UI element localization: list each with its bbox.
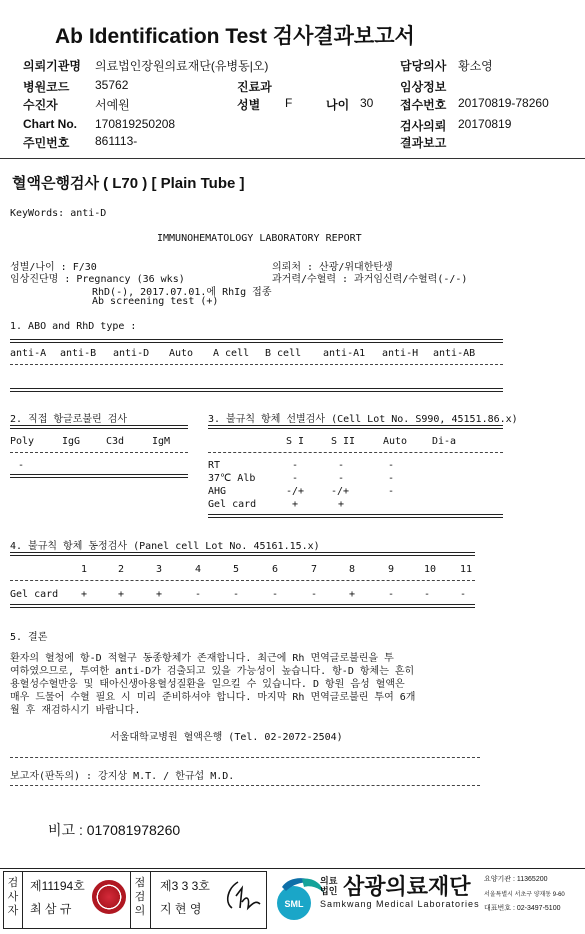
conclusion-line: 매우 드물어 수혈 필요 시 미리 준비하셔야 합니다. 마지막 Rh 면역글로불린 투여 6개: [10, 692, 416, 703]
conclusion-line: 여하였으므로, 투여한 anti-D가 검출되고 있을 가능성이 높습니다. 항-D 항체는 흔히: [10, 666, 415, 677]
panel-rule-top: [10, 552, 475, 556]
panel-cell-value: -: [272, 589, 279, 600]
info-sexage: 성별/나이 : F/30: [10, 262, 97, 273]
reviewer-no: 제3 3 3호: [160, 879, 210, 893]
abo-header: anti-AB: [433, 348, 476, 359]
org-label: 의뢰기관명: [23, 59, 81, 73]
info-requester: 의뢰처 : 산광/위대한탄생: [272, 262, 393, 273]
footer-divider: [22, 871, 23, 929]
patient-value: 서예원: [95, 98, 130, 112]
screen-cell: -/+: [286, 486, 305, 497]
panel-cell-value: -: [388, 589, 395, 600]
screen-row-label: 37℃ Alb: [208, 473, 256, 484]
abo-header: B cell: [265, 348, 302, 359]
phone: 대표번호 : 02-3497-5100: [484, 905, 561, 912]
hospcode-value: 35762: [95, 78, 129, 92]
abo-header: anti-A1: [323, 348, 366, 359]
dat-rule-bottom: [10, 474, 188, 478]
report-title: Ab Identification Test 검사결과보고서: [55, 25, 415, 48]
screen-cell: +: [338, 499, 345, 510]
org-value: 의료법인장원의료재단(유병동|오): [95, 59, 269, 73]
panel-cell-value: +: [349, 589, 356, 600]
conclusion-line: 월 후 재검하시기 바랍니다.: [10, 705, 141, 716]
examiner-seal-icon: [92, 880, 126, 914]
screen-row-label: Gel card: [208, 499, 257, 510]
screen-title: 3. 불규칙 항체 선별검사 (Cell Lot No. S990, 45151.86.x): [208, 414, 518, 425]
reviewer-name: 지 현 영: [160, 902, 202, 916]
footer-divider: [130, 871, 131, 929]
org-small2: 법인: [320, 886, 338, 896]
dept-label: 진료과: [237, 80, 272, 94]
conclusion-title: 5. 결론: [10, 632, 48, 643]
panel-cell-number: 2: [118, 564, 125, 575]
panel-cell-value: -: [233, 589, 240, 600]
abo-header: anti-A: [10, 348, 47, 359]
patient-label: 수진자: [23, 98, 58, 112]
panel-cell-value: -: [195, 589, 202, 600]
panel-cell-value: -: [460, 589, 467, 600]
info-rhd: RhD(-), 2017.07.01.에 RhIg 접종: [92, 287, 272, 298]
screen-rule-top: [208, 425, 503, 429]
sex-value: F: [285, 96, 293, 110]
panel-cell-number: 1: [81, 564, 88, 575]
dat-title: 2. 직접 항글로불린 검사: [10, 414, 128, 425]
age-value: 30: [360, 96, 374, 110]
panel-cell-value: -: [311, 589, 318, 600]
rrn-value: 861113-: [95, 134, 138, 148]
panel-cell-number: 3: [156, 564, 163, 575]
reviewer-signature-icon: [222, 878, 262, 914]
conclusion-line: 환자의 혈청에 항-D 적혈구 동종항체가 존재합니다. 최근에 Rh 면역글로불린을 투: [10, 653, 394, 664]
report-label: 결과보고: [400, 136, 447, 150]
dat-header: C3d: [106, 436, 125, 447]
panel-cell-value: -: [424, 589, 431, 600]
footer-divider: [150, 871, 151, 929]
screen-header: Auto: [383, 436, 408, 447]
reporter-rule-top: [10, 757, 480, 758]
info-history: 과거력/수혈력 : 과거임신력/수혈력(-/-): [272, 274, 468, 285]
reviewer-label: 점검의: [134, 877, 146, 917]
panel-title: 4. 불규칙 항체 동정검사 (Panel cell Lot No. 45161.15.x): [10, 541, 320, 552]
abo-rule-bottom: [10, 388, 503, 392]
panel-cell-number: 4: [195, 564, 202, 575]
doctor-label: 담당의사: [400, 59, 447, 73]
receipt-label: 접수번호: [400, 98, 447, 112]
dat-header: IgM: [152, 436, 171, 447]
dat-value: -: [18, 460, 25, 471]
abo-header: anti-B: [60, 348, 97, 359]
org-name: 삼광의료재단: [343, 874, 471, 899]
abo-rule-top: [10, 339, 503, 343]
panel-cell-value: +: [81, 589, 88, 600]
screen-rule-mid: [208, 452, 503, 453]
screen-header: Di-a: [432, 436, 457, 447]
screen-cell: +: [292, 499, 299, 510]
screen-row-label: AHG: [208, 486, 227, 497]
reporter-rule-bottom: [10, 785, 480, 786]
age-label: 나이: [326, 98, 350, 112]
dat-header: IgG: [62, 436, 81, 447]
panel-cell-number: 10: [424, 564, 437, 575]
hospcode-label: 병원코드: [23, 80, 70, 94]
reqdate-label: 검사의뢰: [400, 119, 447, 133]
screen-header: S I: [286, 436, 305, 447]
abo-header: A cell: [213, 348, 250, 359]
panel-cell-number: 11: [460, 564, 473, 575]
panel-row-label: Gel card: [10, 589, 59, 600]
lab-signature: 서울대학교병원 혈액은행 (Tel. 02-2072-2504): [110, 732, 343, 743]
chart-label: Chart No.: [23, 117, 77, 131]
panel-cell-value: +: [156, 589, 163, 600]
panel-cell-number: 6: [272, 564, 279, 575]
screen-cell: -: [338, 460, 345, 471]
address: 서울특별시 서초구 양재동 9-60: [484, 892, 565, 898]
abo-rule-mid: [10, 364, 503, 365]
section-title: 혈액은행검사 ( L70 ) [ Plain Tube ]: [12, 175, 245, 192]
examiner-no: 제11194호: [30, 879, 85, 893]
clinical-label: 임상정보: [400, 80, 447, 94]
screen-cell: -: [292, 460, 299, 471]
org-english: Samkwang Medical Laboratories: [320, 899, 480, 909]
screen-cell: -/+: [331, 486, 350, 497]
examiner-name: 최 삼 규: [30, 902, 72, 916]
screen-cell: -: [338, 473, 345, 484]
panel-cell-value: +: [118, 589, 125, 600]
logo-text: SML: [284, 899, 304, 909]
reporter: 보고자(판독의) : 강지상 M.T. / 한규섭 M.D.: [10, 771, 235, 782]
conclusion-line: 용혈성수혈반응 및 태아신생아용혈성질환을 일으킬 수 있습니다. D 항원 음성 혈액은: [10, 679, 405, 690]
sex-label: 성별: [237, 98, 261, 112]
examiner-label: 검사자: [7, 877, 19, 917]
screen-row-label: RT: [208, 460, 221, 471]
lab-report-title: IMMUNOHEMATOLOGY LABORATORY REPORT: [157, 233, 362, 244]
reqdate-value: 20170819: [458, 117, 512, 131]
info-diagnosis: 임상진단명 : Pregnancy (36 wks): [10, 274, 185, 285]
header-divider: [0, 158, 585, 159]
receipt-value: 20170819-78260: [458, 96, 549, 110]
panel-rule-bottom: [10, 604, 475, 608]
keywords: KeyWords: anti-D: [10, 208, 107, 219]
rrn-label: 주민번호: [23, 136, 70, 150]
panel-cell-number: 7: [311, 564, 318, 575]
screen-cell: -: [388, 473, 395, 484]
screen-cell: -: [292, 473, 299, 484]
screen-rule-bottom: [208, 514, 503, 518]
abo-header: anti-D: [113, 348, 150, 359]
screen-header: S II: [331, 436, 356, 447]
dat-rule-mid: [10, 452, 188, 453]
screen-cell: -: [388, 460, 395, 471]
abo-header: Auto: [169, 348, 194, 359]
dat-rule-top: [10, 425, 188, 429]
panel-rule-mid: [10, 580, 475, 581]
chart-value: 170819250208: [95, 117, 176, 131]
info-abscreen: Ab screening test (+): [92, 296, 219, 307]
org-small1: 의료: [320, 876, 338, 886]
screen-cell: -: [388, 486, 395, 497]
panel-cell-number: 5: [233, 564, 240, 575]
doctor-value: 황소영: [458, 59, 493, 73]
dat-header: Poly: [10, 436, 35, 447]
reg-no: 요양기관 : 11365200: [484, 876, 548, 883]
panel-cell-number: 9: [388, 564, 395, 575]
abo-title: 1. ABO and RhD type :: [10, 321, 137, 332]
remark: 비고 : 017081978260: [48, 822, 181, 838]
abo-header: anti-H: [382, 348, 419, 359]
panel-cell-number: 8: [349, 564, 356, 575]
